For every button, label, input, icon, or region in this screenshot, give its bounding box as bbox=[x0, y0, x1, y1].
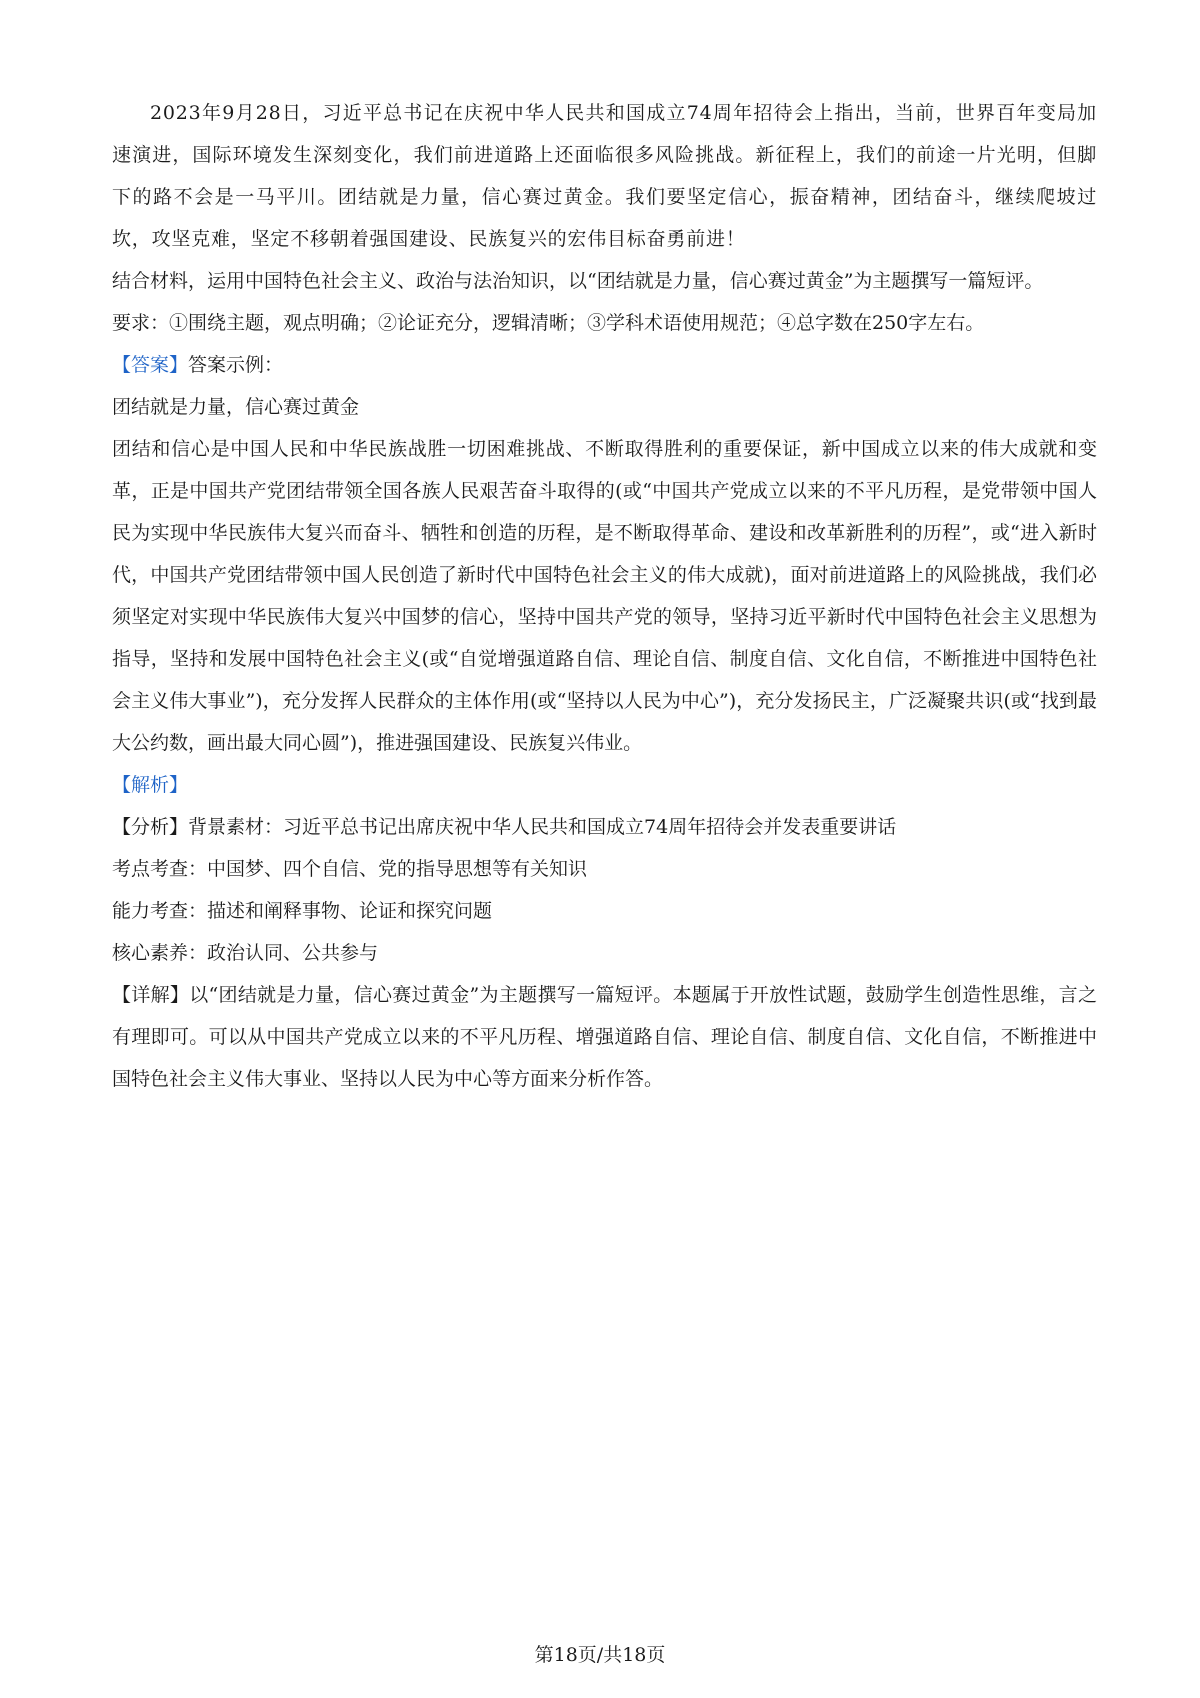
document-content bbox=[112, 92, 1097, 1100]
page-number: 第18页/共18页 bbox=[534, 1644, 666, 1666]
analysis-tag: 【解析】 bbox=[112, 774, 189, 796]
analysis-xiangjie bbox=[112, 974, 1097, 1100]
background-text: 背景素材：习近平总书记出席庆祝中华人民共和国成立74周年招待会并发表重要讲话 bbox=[188, 816, 897, 838]
analysis-background bbox=[112, 806, 1097, 848]
material-paragraph: 2023年9月28日，习近平总书记在庆祝中华人民共和国成立74周年招待会上指出，当前，世界百年变局加速演进，国际环境发生深刻变化，我们前进道路上还面临很多风险挑战。新征程上，我们的前途一片光明，但脚下的路不会是一马平川。团结就是力量，信心赛过黄金。我们要坚定信心，振奋精神，团结奋斗，继续爬坡过坎，攻坚克难，坚定不移朝着强国建设、民族复兴的宏伟目标奋勇前进！ bbox=[112, 102, 1097, 250]
answer-tag: 【答案】 bbox=[112, 354, 189, 376]
question-paragraph: 结合材料，运用中国特色社会主义、政治与法治知识，以“团结就是力量，信心赛过黄金”为主题撰写一篇短评。 bbox=[112, 270, 1044, 292]
xiangjie-text: 以“团结就是力量，信心赛过黄金”为主题撰写一篇短评。本题属于开放性试题，鼓励学生创造性思维，言之有理即可。可以从中国共产党成立以来的不平凡历程、增强道路自信、理论自信、制度自信、文化自信，不断推进中国特色社会主义伟大事业、坚持以人民为中心等方面来分析作答。 bbox=[112, 984, 1097, 1090]
analysis-nengli: 能力考查：描述和阐释事物、论证和探究问题 bbox=[112, 900, 493, 922]
analysis-suyang: 核心素养：政治认同、公共参与 bbox=[112, 942, 379, 964]
answer-body: 团结和信心是中国人民和中华民族战胜一切困难挑战、不断取得胜利的重要保证，新中国成立以来的伟大成就和变革，正是中国共产党团结带领全国各族人民艰苦奋斗取得的(或“中国共产党成立以来的不平凡历程，是党带领中国人民为实现中华民族伟大复兴而奋斗、牺牲和创造的历程，是不断取得革命、建设和改革新胜利的历程”，或“进入新时代，中国共产党团结带领中国人民创造了新时代中国特色社会主义的伟大成就)，面对前进道路上的风险挑战，我们必须坚定对实现中华民族伟大复兴中国梦的信心，坚持中国共产党的领导，坚持习近平新时代中国特色社会主义思想为指导，坚持和发展中国特色社会主义(或“自觉增强道路自信、理论自信、制度自信、文化自信，不断推进中国特色社会主义伟大事业”)，充分发挥人民群众的主体作用(或“坚持以人民为中心”)，充分发扬民主，广泛凝聚共识(或“找到最大公约数，画出最大同心圆”)，推进强国建设、民族复兴伟业。 bbox=[112, 438, 1097, 754]
answer-title: 团结就是力量，信心赛过黄金 bbox=[112, 396, 360, 418]
analysis-kaodian: 考点考查：中国梦、四个自信、党的指导思想等有关知识 bbox=[112, 858, 588, 880]
answer-intro: 答案示例： bbox=[188, 354, 284, 376]
xiangjie-tag: 【详解】 bbox=[112, 984, 190, 1006]
fenxi-tag: 【分析】 bbox=[112, 816, 189, 838]
analysis-heading bbox=[112, 764, 1097, 806]
requirements-paragraph: 要求：①围绕主题，观点明确；②论证充分，逻辑清晰；③学科术语使用规范；④总字数在250字左右。 bbox=[112, 312, 985, 334]
answer-heading bbox=[112, 344, 1097, 386]
